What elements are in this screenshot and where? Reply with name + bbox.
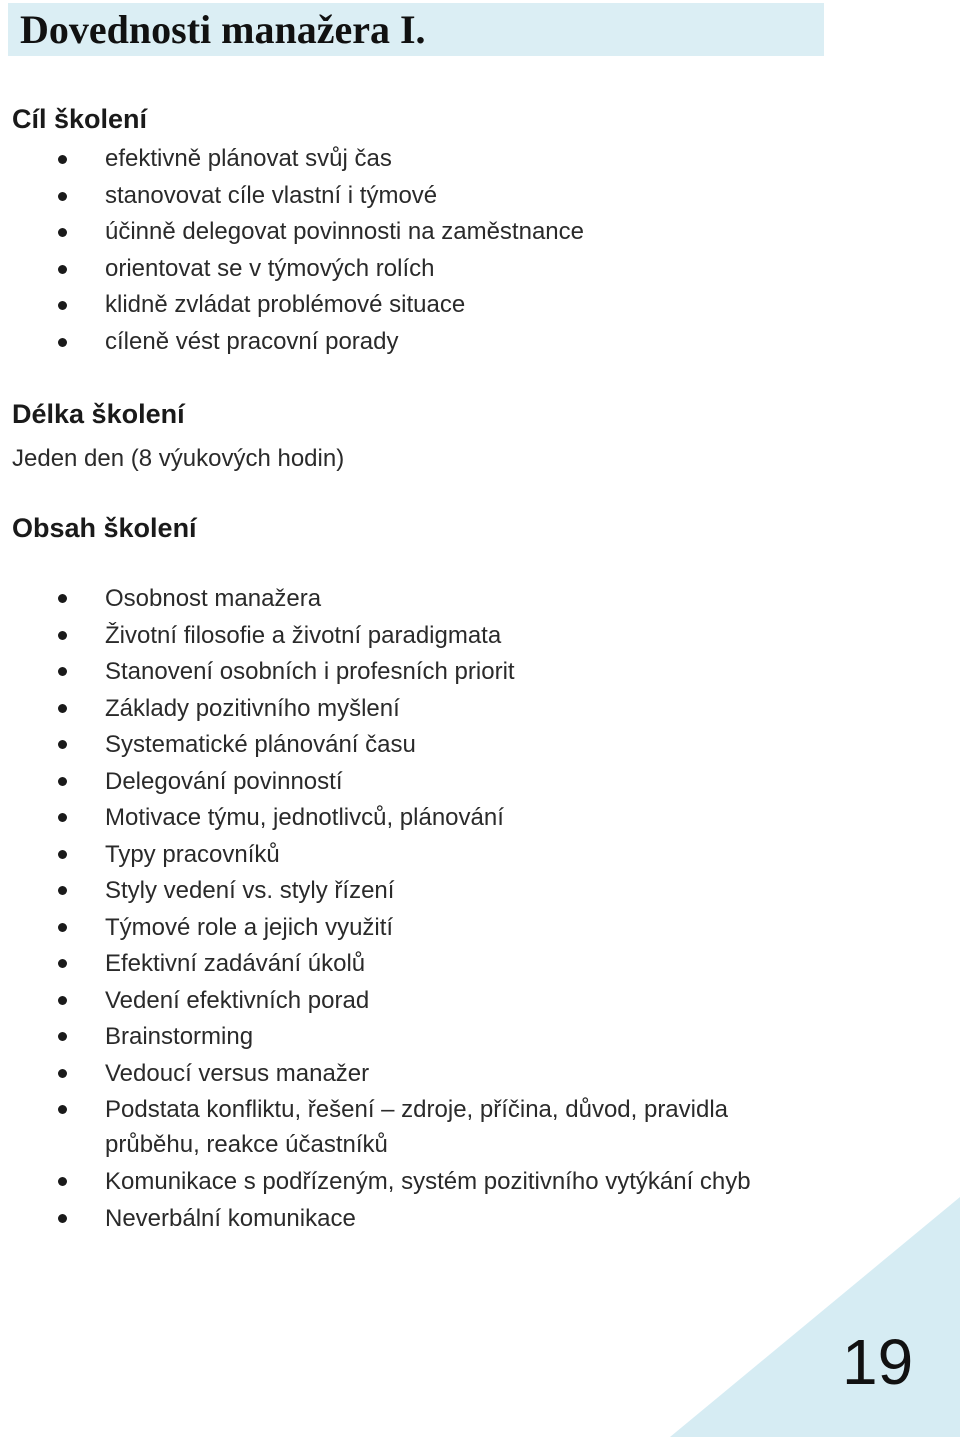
list-item	[0, 581, 860, 618]
list-item	[0, 764, 860, 801]
bullet-icon	[58, 813, 67, 822]
list-item-text: Podstata konfliktu, řešení – zdroje, příčina, důvod, pravidla průběhu, reakce účastníků	[105, 1096, 729, 1158]
bullet-icon	[58, 155, 67, 164]
list-item-text: cíleně vést pracovní porady	[105, 327, 399, 355]
goals-heading: Cíl školení	[12, 104, 148, 134]
list-item-text: orientovat se v týmových rolích	[105, 254, 435, 282]
list-item	[0, 983, 860, 1020]
bullet-icon	[58, 265, 67, 274]
list-item	[0, 1092, 805, 1164]
content-list	[0, 581, 860, 1237]
list-item	[0, 618, 860, 655]
list-item	[0, 837, 860, 874]
bullet-icon	[58, 777, 67, 786]
list-item-text: Brainstorming	[105, 1023, 254, 1050]
bullet-icon	[58, 850, 67, 859]
list-item-text: Komunikace s podřízeným, systém pozitivního vytýkání chyb	[105, 1168, 751, 1195]
bullet-icon	[58, 1069, 67, 1078]
corner-decoration	[670, 1197, 960, 1437]
page-title: Dovednosti manažera I.	[20, 7, 426, 52]
list-item	[0, 727, 860, 764]
list-item-text: Životní filosofie a životní paradigmata	[105, 621, 502, 649]
bullet-icon	[58, 923, 67, 932]
list-item-text: Systematické plánování času	[105, 731, 416, 758]
bullet-icon	[58, 1105, 67, 1114]
bullet-icon	[58, 959, 67, 968]
list-item-text: Základy pozitivního myšlení	[105, 694, 400, 722]
duration-heading: Délka školení	[12, 399, 185, 429]
bullet-icon	[58, 704, 67, 713]
list-item	[0, 181, 860, 218]
list-item-text: Vedení efektivních porad	[105, 986, 370, 1014]
bullet-icon	[58, 594, 67, 603]
list-item	[0, 910, 860, 947]
duration-text: Jeden den (8 výukových hodin)	[12, 445, 345, 472]
bullet-icon	[58, 338, 67, 347]
list-item	[0, 144, 860, 181]
bullet-icon	[58, 667, 67, 676]
list-item	[0, 327, 860, 364]
list-item-text: Motivace týmu, jednotlivců, plánování	[105, 804, 504, 831]
list-item	[0, 290, 860, 327]
bullet-icon	[58, 996, 67, 1005]
list-item	[0, 800, 860, 837]
list-item-text: Delegování povinností	[105, 767, 343, 795]
list-item	[0, 1056, 860, 1093]
list-item	[0, 254, 860, 291]
bullet-icon	[58, 740, 67, 749]
bullet-icon	[58, 192, 67, 201]
list-item-text: efektivně plánovat svůj čas	[105, 145, 392, 172]
goals-list	[0, 144, 860, 363]
list-item	[0, 691, 860, 728]
list-item-text: Osobnost manažera	[105, 585, 322, 612]
list-item-text: Stanovení osobních i profesních priorit	[105, 658, 515, 685]
list-item	[0, 217, 860, 254]
list-item	[0, 1164, 860, 1201]
list-item	[0, 873, 860, 910]
title-band	[8, 3, 824, 56]
list-item-text: Typy pracovníků	[105, 840, 280, 868]
list-item-text: účinně delegovat povinnosti na zaměstnance	[105, 218, 584, 245]
list-item	[0, 654, 860, 691]
list-item-text: Vedoucí versus manažer	[105, 1059, 370, 1087]
page-number: 19	[842, 1326, 914, 1398]
bullet-icon	[58, 886, 67, 895]
bullet-icon	[58, 1032, 67, 1041]
list-item-text: Neverbální komunikace	[105, 1204, 356, 1232]
content-heading: Obsah školení	[12, 513, 197, 543]
bullet-icon	[58, 228, 67, 237]
list-item	[0, 946, 860, 983]
list-item-text: stanovovat cíle vlastní i týmové	[105, 181, 438, 209]
bullet-icon	[58, 631, 67, 640]
list-item-text: Týmové role a jejich využití	[105, 913, 394, 941]
list-item	[0, 1019, 860, 1056]
bullet-icon	[58, 1214, 67, 1223]
list-item-text: Styly vedení vs. styly řízení	[105, 877, 395, 904]
bullet-icon	[58, 301, 67, 310]
list-item-text: klidně zvládat problémové situace	[105, 291, 466, 318]
list-item-text: Efektivní zadávání úkolů	[105, 950, 366, 977]
bullet-icon	[58, 1177, 67, 1186]
